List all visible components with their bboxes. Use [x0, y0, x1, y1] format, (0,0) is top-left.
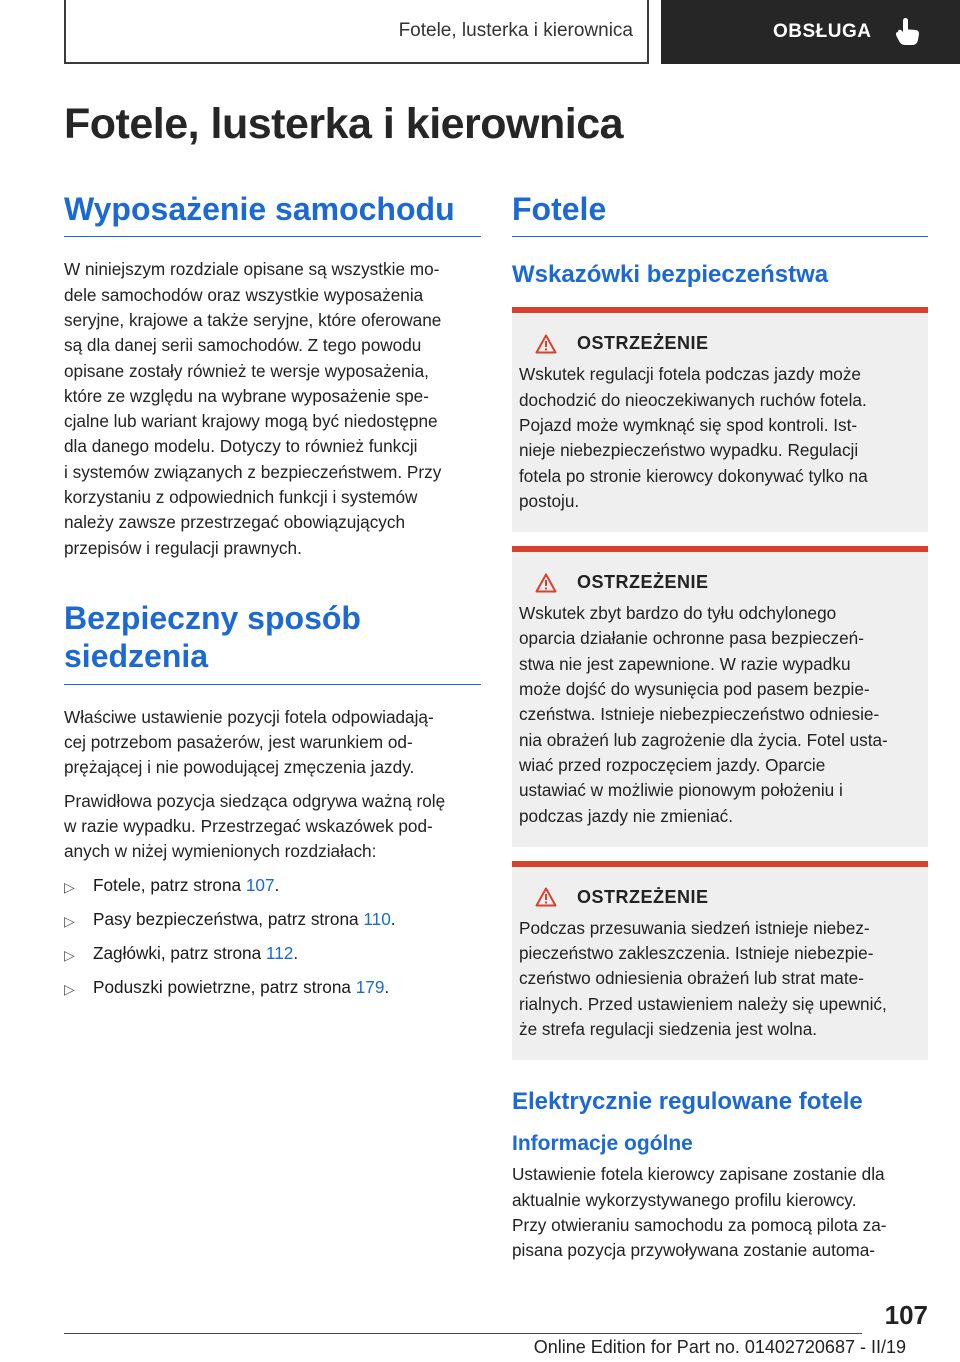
text-line: wiać przed rozpoczęciem jazdy. Oparcie — [519, 754, 826, 775]
warning-header — [535, 572, 921, 593]
text-line: nieje niebezpieczeństwo wypadku. Regulacji — [519, 440, 859, 461]
warning-triangle-icon — [535, 573, 557, 593]
text-line: cej potrzebom pasażerów, jest warunkiem od- — [64, 732, 413, 753]
text-line: korzystaniu z odpowiednich funkcji i systemów — [64, 487, 418, 508]
heading-general-info: Informacje ogólne — [512, 1132, 693, 1156]
text-line: dla danego modelu. Dotyczy to również funkcji — [64, 436, 418, 457]
page-link[interactable]: 179 — [355, 976, 385, 997]
text-line: i systemów związanych z bezpieczeństwem. Przy — [64, 461, 442, 482]
general-paragraph — [512, 1162, 928, 1263]
warning-label: OSTRZEŻENIE — [577, 886, 709, 907]
text-line: może dojść do wysunięcia pod pasem bezpie- — [519, 679, 870, 700]
text-line: stwa nie jest zapewnione. W razie wypadku — [519, 653, 851, 674]
warning-label: OSTRZEŻENIE — [577, 572, 709, 593]
text-line: Wskutek zbyt bardzo do tyłu odchylonego — [519, 603, 837, 624]
warning-triangle-icon — [535, 334, 557, 354]
text-line: anych w niżej wymienionych rozdziałach: — [64, 841, 377, 862]
text-line: które ze względu na wybrane wyposażenie spe- — [64, 385, 429, 406]
text-line: Pojazd może wymknąć się spod kontroli. Ist- — [519, 414, 858, 435]
text-line: seryjne, krajowe a także seryjne, które oferowane — [64, 309, 442, 330]
footer-divider — [64, 1333, 862, 1334]
heading-line: siedzenia — [64, 638, 209, 675]
text-line: Ustawienie fotela kierowcy zapisane zostanie dla — [512, 1164, 885, 1185]
text-line: W niniejszym rozdziale opisane są wszystkie mo- — [64, 259, 440, 280]
reference-item — [64, 873, 481, 900]
triangle-bullet-icon: ▷ — [64, 946, 75, 963]
reference-item — [64, 941, 481, 968]
text-line: w razie wypadku. Przestrzegać wskazówek pod- — [64, 815, 433, 836]
page-link[interactable]: 110 — [363, 908, 391, 929]
heading-safe-sitting — [64, 599, 481, 685]
pointing-hand-icon — [894, 17, 920, 47]
page-title: Fotele, lusterka i kierownica — [64, 100, 624, 148]
warning-box-1 — [512, 307, 928, 532]
page-number: 107 — [884, 1300, 928, 1330]
reference-item — [64, 907, 481, 934]
reference-list — [64, 873, 481, 1002]
text-line: pisana pozycja przywoływana zostanie automa- — [512, 1240, 876, 1261]
reference-text: Zagłówki, patrz strona — [93, 942, 266, 963]
text-line: aktualnie wykorzystywanego profilu kierowcy. — [512, 1189, 857, 1210]
text-line: czeństwa. Istnieje niebezpieczeństwo odniesie- — [519, 704, 880, 725]
text-line: oparcia działanie ochronne pasa bezpieczeń- — [519, 628, 864, 649]
text-line: Wskutek regulacji fotela podczas jazdy może — [519, 364, 861, 385]
reference-item — [64, 975, 481, 1002]
punct: . — [274, 874, 280, 895]
warning-header — [535, 887, 921, 908]
text-line: Właściwe ustawienie pozycji fotela odpowiadają- — [64, 706, 434, 727]
heading-electric-seats: Elektrycznie regulowane fotele — [512, 1088, 863, 1116]
text-line: należy zawsze przestrzegać obowiązujących — [64, 512, 406, 533]
sitting-paragraph-2 — [64, 789, 481, 865]
text-line: czeństwo odniesienia obrażeń lub strat mate- — [519, 968, 864, 989]
text-line: przepisów i regulacji prawnych. — [64, 537, 302, 558]
reference-text: Pasy bezpieczeństwa, patrz strona — [93, 908, 364, 929]
header-section-title: Fotele, lusterka i kierownica — [398, 20, 633, 41]
header-section-tab — [64, 0, 649, 64]
header-chapter-tab — [661, 0, 960, 64]
punct: . — [384, 976, 390, 997]
text-line: rialnych. Przed ustawieniem należy się upewnić, — [519, 993, 887, 1014]
text-line: ustawiać w możliwie pionowym położeniu i — [519, 780, 843, 801]
text-line: nia obrażeń lub zagrożenie dla życia. Fotel usta- — [519, 729, 888, 750]
text-line: dele samochodów oraz wszystkie wyposażenia — [64, 284, 424, 305]
text-line: Przy otwieraniu samochodu za pomocą pilota za- — [512, 1214, 887, 1235]
warning-box-2 — [512, 546, 928, 847]
text-line: opisane zostały również te wersje wyposażenia, — [64, 360, 429, 381]
warning-triangle-icon — [535, 887, 557, 907]
text-line: fotela po stronie kierowcy dokonywać tylko na — [519, 465, 868, 486]
right-column — [512, 190, 928, 1264]
heading-safety-notes: Wskazówki bezpieczeństwa — [512, 261, 829, 289]
text-line: Prawidłowa pozycja siedząca odgrywa ważną rolę — [64, 790, 446, 811]
text-line: pieczeństwo zakleszczenia. Istnieje niebezpie- — [519, 943, 874, 964]
warning-label: OSTRZEŻENIE — [577, 333, 709, 354]
text-line: cjalne lub wariant krajowy mogą być niedostępne — [64, 411, 438, 432]
reference-text: Fotele, patrz strona — [93, 874, 246, 895]
reference-text: Poduszki powietrzne, patrz strona — [93, 976, 356, 997]
warning-header — [535, 333, 921, 354]
heading-line: Bezpieczny sposób — [64, 599, 361, 636]
heading-seats: Fotele — [512, 190, 928, 237]
punct: . — [293, 942, 299, 963]
text-line: Podczas przesuwania siedzeń istnieje niebez- — [519, 917, 870, 938]
text-line: postoju. — [519, 490, 580, 511]
equipment-paragraph — [64, 257, 481, 561]
footer-edition: Online Edition for Part no. 01402720687 - II/19 — [533, 1337, 906, 1357]
page-link[interactable]: 112 — [265, 942, 294, 963]
header-chapter-title: OBSŁUGA — [773, 21, 872, 42]
punct: . — [390, 908, 396, 929]
text-line: są dla danej serii samochodów. Z tego powodu — [64, 335, 422, 356]
heading-equipment: Wyposażenie samochodu — [64, 190, 481, 237]
triangle-bullet-icon: ▷ — [64, 912, 75, 929]
text-line: dochodzić do nieoczekiwanych ruchów fotela. — [519, 389, 867, 410]
page-link[interactable]: 107 — [245, 874, 275, 895]
text-line: podczas jazdy nie zmieniać. — [519, 805, 733, 826]
triangle-bullet-icon: ▷ — [64, 980, 75, 997]
text-line: prężającej i nie powodującej zmęczenia jazdy. — [64, 757, 415, 778]
triangle-bullet-icon: ▷ — [64, 878, 75, 895]
sitting-paragraph-1 — [64, 705, 481, 781]
left-column — [64, 190, 481, 1009]
warning-box-3 — [512, 861, 928, 1060]
text-line: że strefa regulacji siedzenia jest wolna. — [519, 1019, 818, 1040]
